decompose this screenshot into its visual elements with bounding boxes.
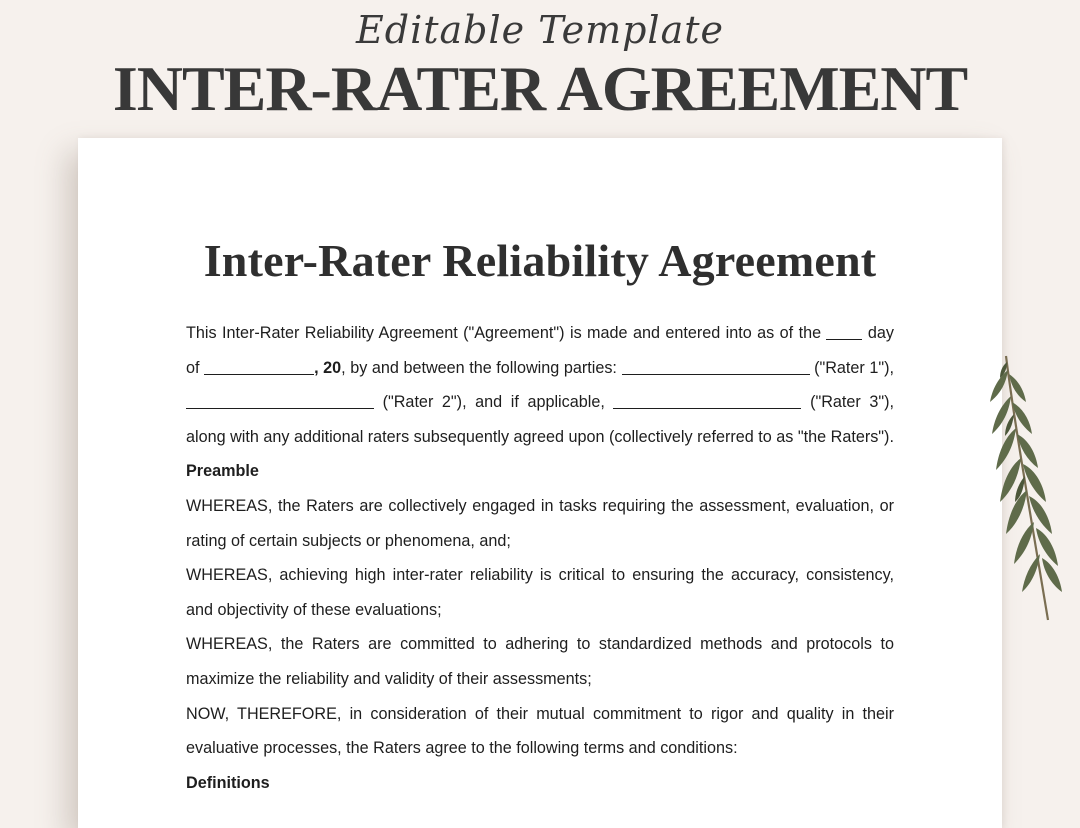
month-blank[interactable] xyxy=(204,357,314,374)
intro-text-1: This Inter-Rater Reliability Agreement ("Agreement") is made and entered into as of the xyxy=(186,324,822,342)
whereas-clause-1: WHEREAS, the Raters are collectively engaged in tasks requiring the assessment, evaluation, or rating of certain subjects or phenomena, and; xyxy=(186,496,894,550)
intro-text-7: ("Rater 3"), along with any additional raters subsequently agreed upon (collectively referred to as "the Raters"). xyxy=(186,393,895,446)
document-body xyxy=(186,316,894,800)
rater-3-blank[interactable] xyxy=(613,392,801,409)
intro-text-2: day of xyxy=(186,324,894,377)
definitions-heading: Definitions xyxy=(186,773,270,792)
now-therefore-clause: NOW, THEREFORE, in consideration of their mutual commitment to rigor and quality in their evaluative processes, the Raters agree to the following terms and conditions: xyxy=(186,704,894,758)
whereas-clause-2: WHEREAS, achieving high inter-rater reliability is critical to ensuring the accuracy, consistency, and objectivity of these evaluations; xyxy=(186,566,894,619)
rater-2-blank[interactable] xyxy=(186,392,374,409)
intro-text-4: , by and between the following parties: xyxy=(341,358,617,377)
rater-1-blank[interactable] xyxy=(622,357,810,374)
preamble-heading: Preamble xyxy=(186,462,259,481)
rosemary-sprig-icon xyxy=(978,350,1078,640)
intro-text-5: ("Rater 1"), xyxy=(814,358,895,377)
banner-title: INTER-RATER AGREEMENT xyxy=(112,53,968,124)
document-page xyxy=(78,138,1002,828)
intro-text-6: ("Rater 2"), and if applicable, xyxy=(382,393,605,412)
date-blank[interactable] xyxy=(826,323,862,340)
document-title: Inter-Rater Reliability Agreement xyxy=(203,235,877,286)
intro-text-3: , 20 xyxy=(314,358,342,377)
intro-paragraph xyxy=(186,316,894,454)
script-subtitle: Editable Template xyxy=(356,8,724,52)
whereas-clause-3: WHEREAS, the Raters are committed to adhering to standardized methods and protocols to maximize the reliability and validity of their assessments; xyxy=(186,635,894,688)
